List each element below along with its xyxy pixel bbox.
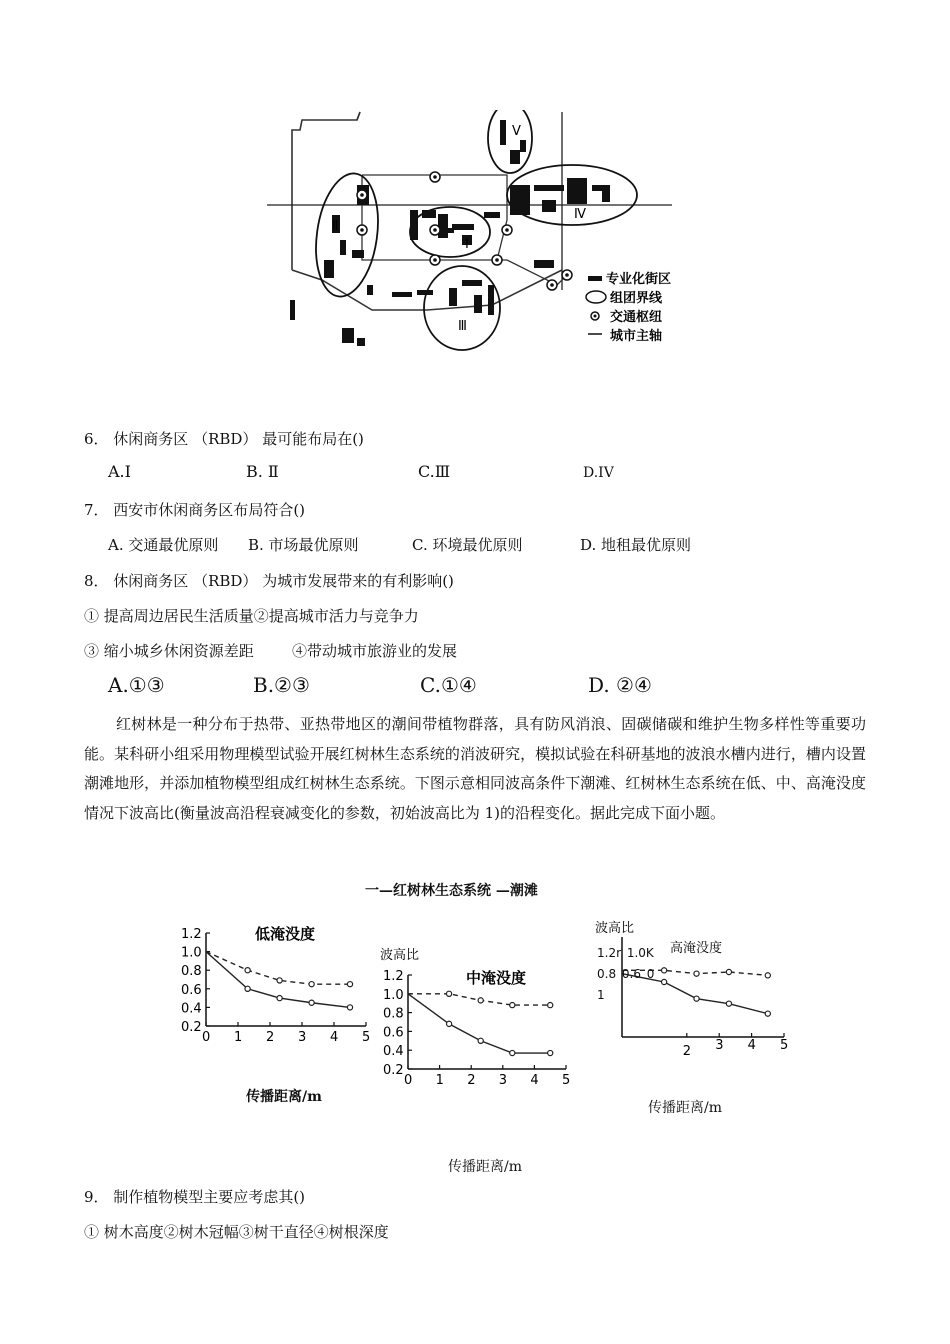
zone-label-II: Ⅱ [332,219,339,234]
chart2-ylabel: 波高比 [380,948,420,963]
chart2-point [510,1050,515,1055]
q6-stem: 6． 休闲商务区 （RBD） 最可能布局在() [84,430,364,448]
q7-option-c[interactable]: C. 环境最优原则 [412,536,523,554]
chart1-title: 低淹没度 [255,925,316,943]
chart-low-submergence [170,920,375,1045]
q7-option-b[interactable]: B. 市场最优原则 [248,536,359,554]
legend-boundary: 组团界线 [610,291,663,306]
q6-option-a[interactable]: A.I [108,462,131,481]
cluster-boundary-II [309,169,386,300]
chart1-point [347,982,352,987]
chart2-x-tick-label: 1 [435,1073,444,1088]
chart1-point [277,978,282,983]
zone-label-I: Ⅰ [465,237,469,252]
q6-option-c[interactable]: C.Ⅲ [418,462,451,481]
figure-xlabel: 传播距离/m [448,1159,522,1175]
q8-choice-line2a: ③ 缩小城乡休闲资源差距 [84,642,254,660]
chart2-y-tick-label: 0.8 [383,1006,404,1022]
legend-hub: 交通枢纽 [610,310,663,325]
chart1-y-tick-label: 0.2 [181,1020,202,1035]
chart3-x-tick-label: 3 [715,1038,724,1053]
chart1-y-tick-label: 0.8 [181,964,202,980]
chart1-x-tick-label: 4 [330,1030,339,1045]
chart2-title: 中淹没度 [466,969,527,987]
q8-stem: 8． 休闲商务区 （RBD） 为城市发展带来的有利影响() [84,572,454,590]
chart-mid-submergence [376,940,576,1095]
q8-choice-line2b: ④带动城市旅游业的发展 [292,642,458,660]
passage-text: 红树林是一种分布于热带、亚热带地区的潮间带植物群落，具有防风消浪、固碳储碳和维护生物多样性等重要功能。某科研小组采用物理模型试验开展红树林生态系统的消波研究，模拟试验在科研基地的波浪水槽内进行，槽内设置潮滩地形，并添加植物模型组成红树林生态系统。下图示意相同波高条件下潮滩、红树林生态系统在低、中、高淹没度情况下波高比(衡量波高沿程衰减变化的参数，初始波高比为 1)的沿程变化。据此完成下面小题。 [84,715,866,822]
chart2-x-tick-label: 5 [562,1073,571,1088]
chart2-y-tick-label: 0.2 [383,1063,404,1078]
chart1-y-tick-label: 1.2 [181,927,202,942]
chart1-point [347,1005,352,1010]
chart2-point [478,998,483,1003]
chart2-point [510,1002,515,1007]
chart2-y-tick-label: 0.4 [383,1044,404,1060]
chart1-x-tick-label: 5 [362,1030,371,1045]
q8-option-c[interactable]: C.①④ [420,673,477,697]
chart1-y-tick-label: 0.6 [181,982,202,998]
chart3-point [726,969,731,974]
zone-label-III: Ⅲ [458,319,467,334]
q6-option-d[interactable]: D.IV [583,465,614,481]
chart3-y-ticks: 1.2r 1.0K 0.8 0.6 0 1 [597,946,655,1002]
chart2-point [548,1002,553,1007]
chart1-point [277,996,282,1001]
chart2-y-tick-label: 1.0 [383,987,404,1003]
zone-label-V: Ⅴ [512,124,521,139]
chart2-y-tick-label: 1.2 [383,969,404,984]
chart2-point [446,1021,451,1026]
chart1-y-tick-label: 0.4 [181,1001,202,1017]
chart3-x-tick-label: 5 [780,1038,789,1053]
chart1-y-tick-label: 1.0 [181,945,202,961]
chart1-x-tick-label: 2 [266,1030,275,1045]
legend-street: 专业化街区 [606,272,672,287]
chart1-x-tick-label: 1 [234,1030,243,1045]
chart3-xlabel: 传播距离/m [648,1100,722,1116]
chart2-point [478,1038,483,1043]
chart2-x-tick-label: 4 [530,1073,539,1088]
chart1-point [245,968,250,973]
chart3-x-tick-label: 4 [747,1038,756,1053]
chart1-x-tick-label: 0 [202,1030,211,1045]
chart1-point [245,986,250,991]
q6-option-b[interactable]: B. Ⅱ [246,462,279,481]
q8-option-b[interactable]: B.②③ [253,673,310,697]
chart2-point [548,1050,553,1055]
chart3-ylabel: 波高比 [595,921,635,936]
chart3-title: 高淹没度 [670,941,723,956]
chart2-x-tick-label: 2 [467,1073,476,1088]
city-zone-map [262,110,682,355]
legend-axis: 城市主轴 [610,329,663,344]
chart3-point [765,1011,770,1016]
chart2-x-tick-label: 3 [498,1073,508,1088]
q7-option-d[interactable]: D. 地租最优原则 [580,536,692,554]
q9-stem: 9． 制作植物模型主要应考虑其() [84,1188,306,1206]
map-legend [586,271,671,344]
chart3-x-tick-label: 2 [682,1044,692,1059]
chart3-point [765,973,770,978]
chart1-xlabel: 传播距离/m [246,1089,322,1105]
chart1-point [309,982,314,987]
q7-option-a[interactable]: A. 交通最优原则 [108,536,219,554]
chart3-point [694,971,699,976]
chart3-point [694,996,699,1001]
zone-label-IV: Ⅳ [574,207,586,222]
q8-option-d[interactable]: D. ②④ [588,673,652,697]
q8-option-a[interactable]: A.①③ [108,673,165,697]
chart1-x-tick-label: 3 [298,1030,307,1045]
q9-choice-line1: ① 树木高度②树木冠幅③树干直径④树根深度 [84,1223,389,1241]
chart2-point [446,991,451,996]
chart2-y-tick-label: 0.6 [383,1025,404,1041]
figure-legend: 一—红树林生态系统 —潮滩 [365,883,538,899]
chart3-point [726,1001,731,1006]
q8-choice-line1: ① 提高周边居民生活质量②提高城市活力与竞争力 [84,607,419,625]
q7-stem: 7． 西安市休闲商务区布局符合() [84,501,306,519]
chart1-point [309,1000,314,1005]
chart2-x-tick-label: 0 [404,1073,413,1088]
